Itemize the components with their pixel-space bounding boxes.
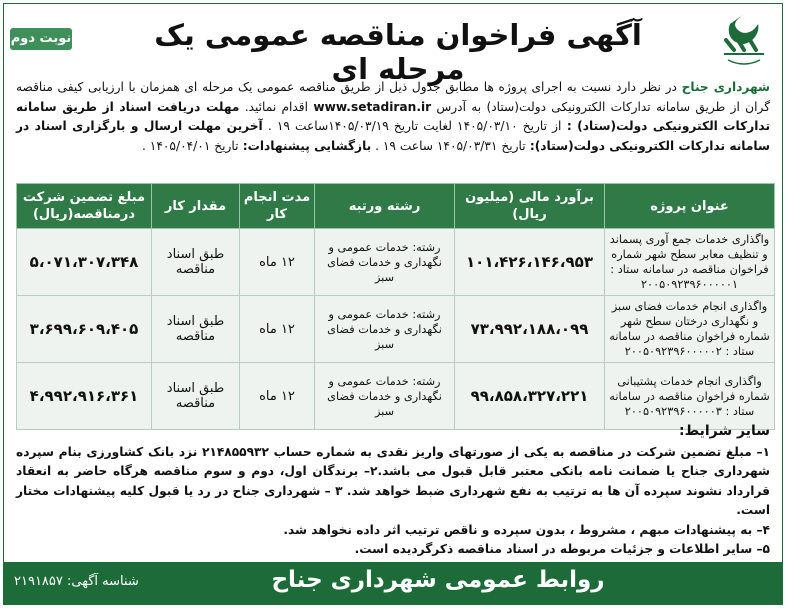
opening-label: بازگشایی پیشنهادات: (238, 138, 372, 153)
col-header-duration: مدت انجام کار (240, 184, 315, 229)
project-estimate: ۷۳،۹۹۲،۱۸۸،۰۹۹ (455, 296, 605, 363)
table-row (17, 229, 775, 296)
intro-text-1: در نظر دارد نسبت به اجرای پروژه ها مطابق جدول ذیل از طریق مناقصه عمومی یک مرحله ای همزمان با ارزیابی کیفی مناقصه گران از طریق سامانه تدارکات الکترونیکی دولت(ستاد) به آدرس (16, 80, 770, 114)
setad-website-link[interactable]: www.setadiran.ir (313, 99, 432, 114)
org-name: شهرداری جناح (681, 80, 770, 94)
project-guarantee: ۴،۹۹۲،۹۱۶،۳۶۱ (17, 363, 152, 430)
opening-date: تاریخ ۱۴۰۵/۰۴/۰۱ . (142, 138, 239, 153)
project-amount: طبق اسناد مناقصه (152, 363, 240, 430)
project-field: رشته: خدمات عمومی و نگهداری و خدمات فضای سبز (315, 363, 455, 430)
project-duration: ۱۲ ماه (240, 296, 315, 363)
projects-table (16, 183, 775, 430)
document-deadline-dates: از تاریخ ۱۴۰۵/۰۳/۱۰ لغایت تاریخ ۱۴۰۵/۰۳/۱۹ساعت ۱۹ . (262, 119, 562, 133)
col-header-field: رشته ورتبه (315, 184, 455, 229)
page-title: آگهی فراخوان مناقصه عمومی یک مرحله ای (154, 18, 642, 86)
project-title: واگذاری انجام خدمات پشتیبانی شماره فراخوان مناقصه در سامانه ستاد : ۲۰۰۵۰۹۲۳۹۶۰۰۰۰۰۳ (605, 363, 775, 430)
condition-item (16, 443, 770, 521)
project-duration: ۱۲ ماه (240, 363, 315, 430)
project-estimate: ۱۰۱،۴۲۶،۱۴۶،۹۵۳ (455, 229, 605, 296)
table-header-row (17, 184, 775, 229)
project-amount: طبق اسناد مناقصه (152, 229, 240, 296)
logo-emblem-icon (714, 10, 774, 72)
project-field: رشته: خدمات عمومی و نگهداری و خدمات فضای سبز (315, 296, 455, 363)
project-amount: طبق اسناد مناقصه (152, 296, 240, 363)
submission-deadline-date: تاریخ ۱۴۰۵/۰۳/۳۱ ساعت ۱۹ . (371, 138, 526, 153)
footer-org: روابط عمومی شهرداری جناح (271, 567, 605, 593)
condition-2: ۲– برندگان اول، دوم و سوم مناقصه هرگاه حاضر به انعقاد قرارداد نشوند سپرده آن ها به ترتیب به نفع شهرداری ضبط خواهد شد. (16, 464, 771, 498)
document-deadline-label: مهلت دریافت اسناد از طریق سامانه تدارکات الکترونیکی دولت(ستاد) : (16, 99, 771, 133)
project-title: واگذاری خدمات جمع آوری پسماند و تنظیف معابر سطح شهر شماره فراخوان مناقصه در سامانه ستاد : ۲۰۰۵۰۹۲۳۹۶۰۰۰۰۰۱ (605, 229, 775, 296)
project-estimate: ۹۹،۸۵۸،۳۲۷،۲۲۱ (455, 363, 605, 430)
project-guarantee: ۳،۶۹۹،۶۰۹،۴۰۵ (17, 296, 152, 363)
project-title: واگذاری انجام خدمات فضای سبز و نگهداری درختان سطح شهر شماره فراخوان مناقصه در سامانه ستاد : ۲۰۰۵۰۹۲۳۹۶۰۰۰۰۰۲ (605, 296, 775, 363)
tender-notice (3, 3, 783, 605)
table-row (17, 296, 775, 363)
conditions-section (16, 422, 770, 560)
condition-3: ۳ – شهرداری جناح در رد یا قبول کلیه پیشنهادات مختار است. (16, 483, 770, 517)
col-header-amount: مقدار کار (152, 184, 240, 229)
col-header-estimate: برآورد مالی (میلیون ریال) (455, 184, 605, 229)
submission-deadline-label: آخرین مهلت ارسال و بارگزاری اسناد در سامانه تدارکات الکترونیکی دولت(ستاد): (16, 119, 770, 153)
project-field: رشته: خدمات عمومی و نگهداری و خدمات فضای سبز (315, 229, 455, 296)
ad-id: شناسه آگهی: ۲۱۹۱۸۵۷ (14, 574, 139, 589)
project-guarantee: ۵،۰۷۱،۳۰۷،۳۴۸ (17, 229, 152, 296)
condition-4: ۴– به پیشنهادات مبهم ، مشروط ، بدون سپرده و ناقص ترتیب اثر داده نخواهد شد. (283, 522, 770, 537)
intro-paragraph (16, 78, 770, 156)
header (4, 4, 782, 86)
condition-5: ۵– سایر اطلاعات و جزئیات مربوطه در اسناد مناقصه ذکرگردیده است. (354, 542, 770, 556)
second-round-badge: نوبت دوم (10, 28, 72, 50)
condition-1: ۱– مبلغ تضمین شرکت در مناقصه به یکی از صورتهای واریز نقدی به شماره حساب ۲۱۴۸۵۵۹۳۲ نزد بانک کشاورزی بنام سپرده شهرداری جناح یا ضمانت نامه بانکی معتبر قابل قبول می باشد. (16, 444, 770, 478)
footer-bar (4, 562, 782, 604)
col-header-title: عنوان پروژه (605, 184, 775, 229)
col-header-guarantee: مبلغ تضمین شرکت درمناقصه(ریال) (17, 184, 152, 229)
municipality-logo (714, 10, 774, 72)
intro-text-2: اقدام نمائید. (239, 99, 314, 114)
conditions-heading: سایر شرایط: (679, 423, 770, 439)
table-row (17, 363, 775, 430)
project-duration: ۱۲ ماه (240, 229, 315, 296)
